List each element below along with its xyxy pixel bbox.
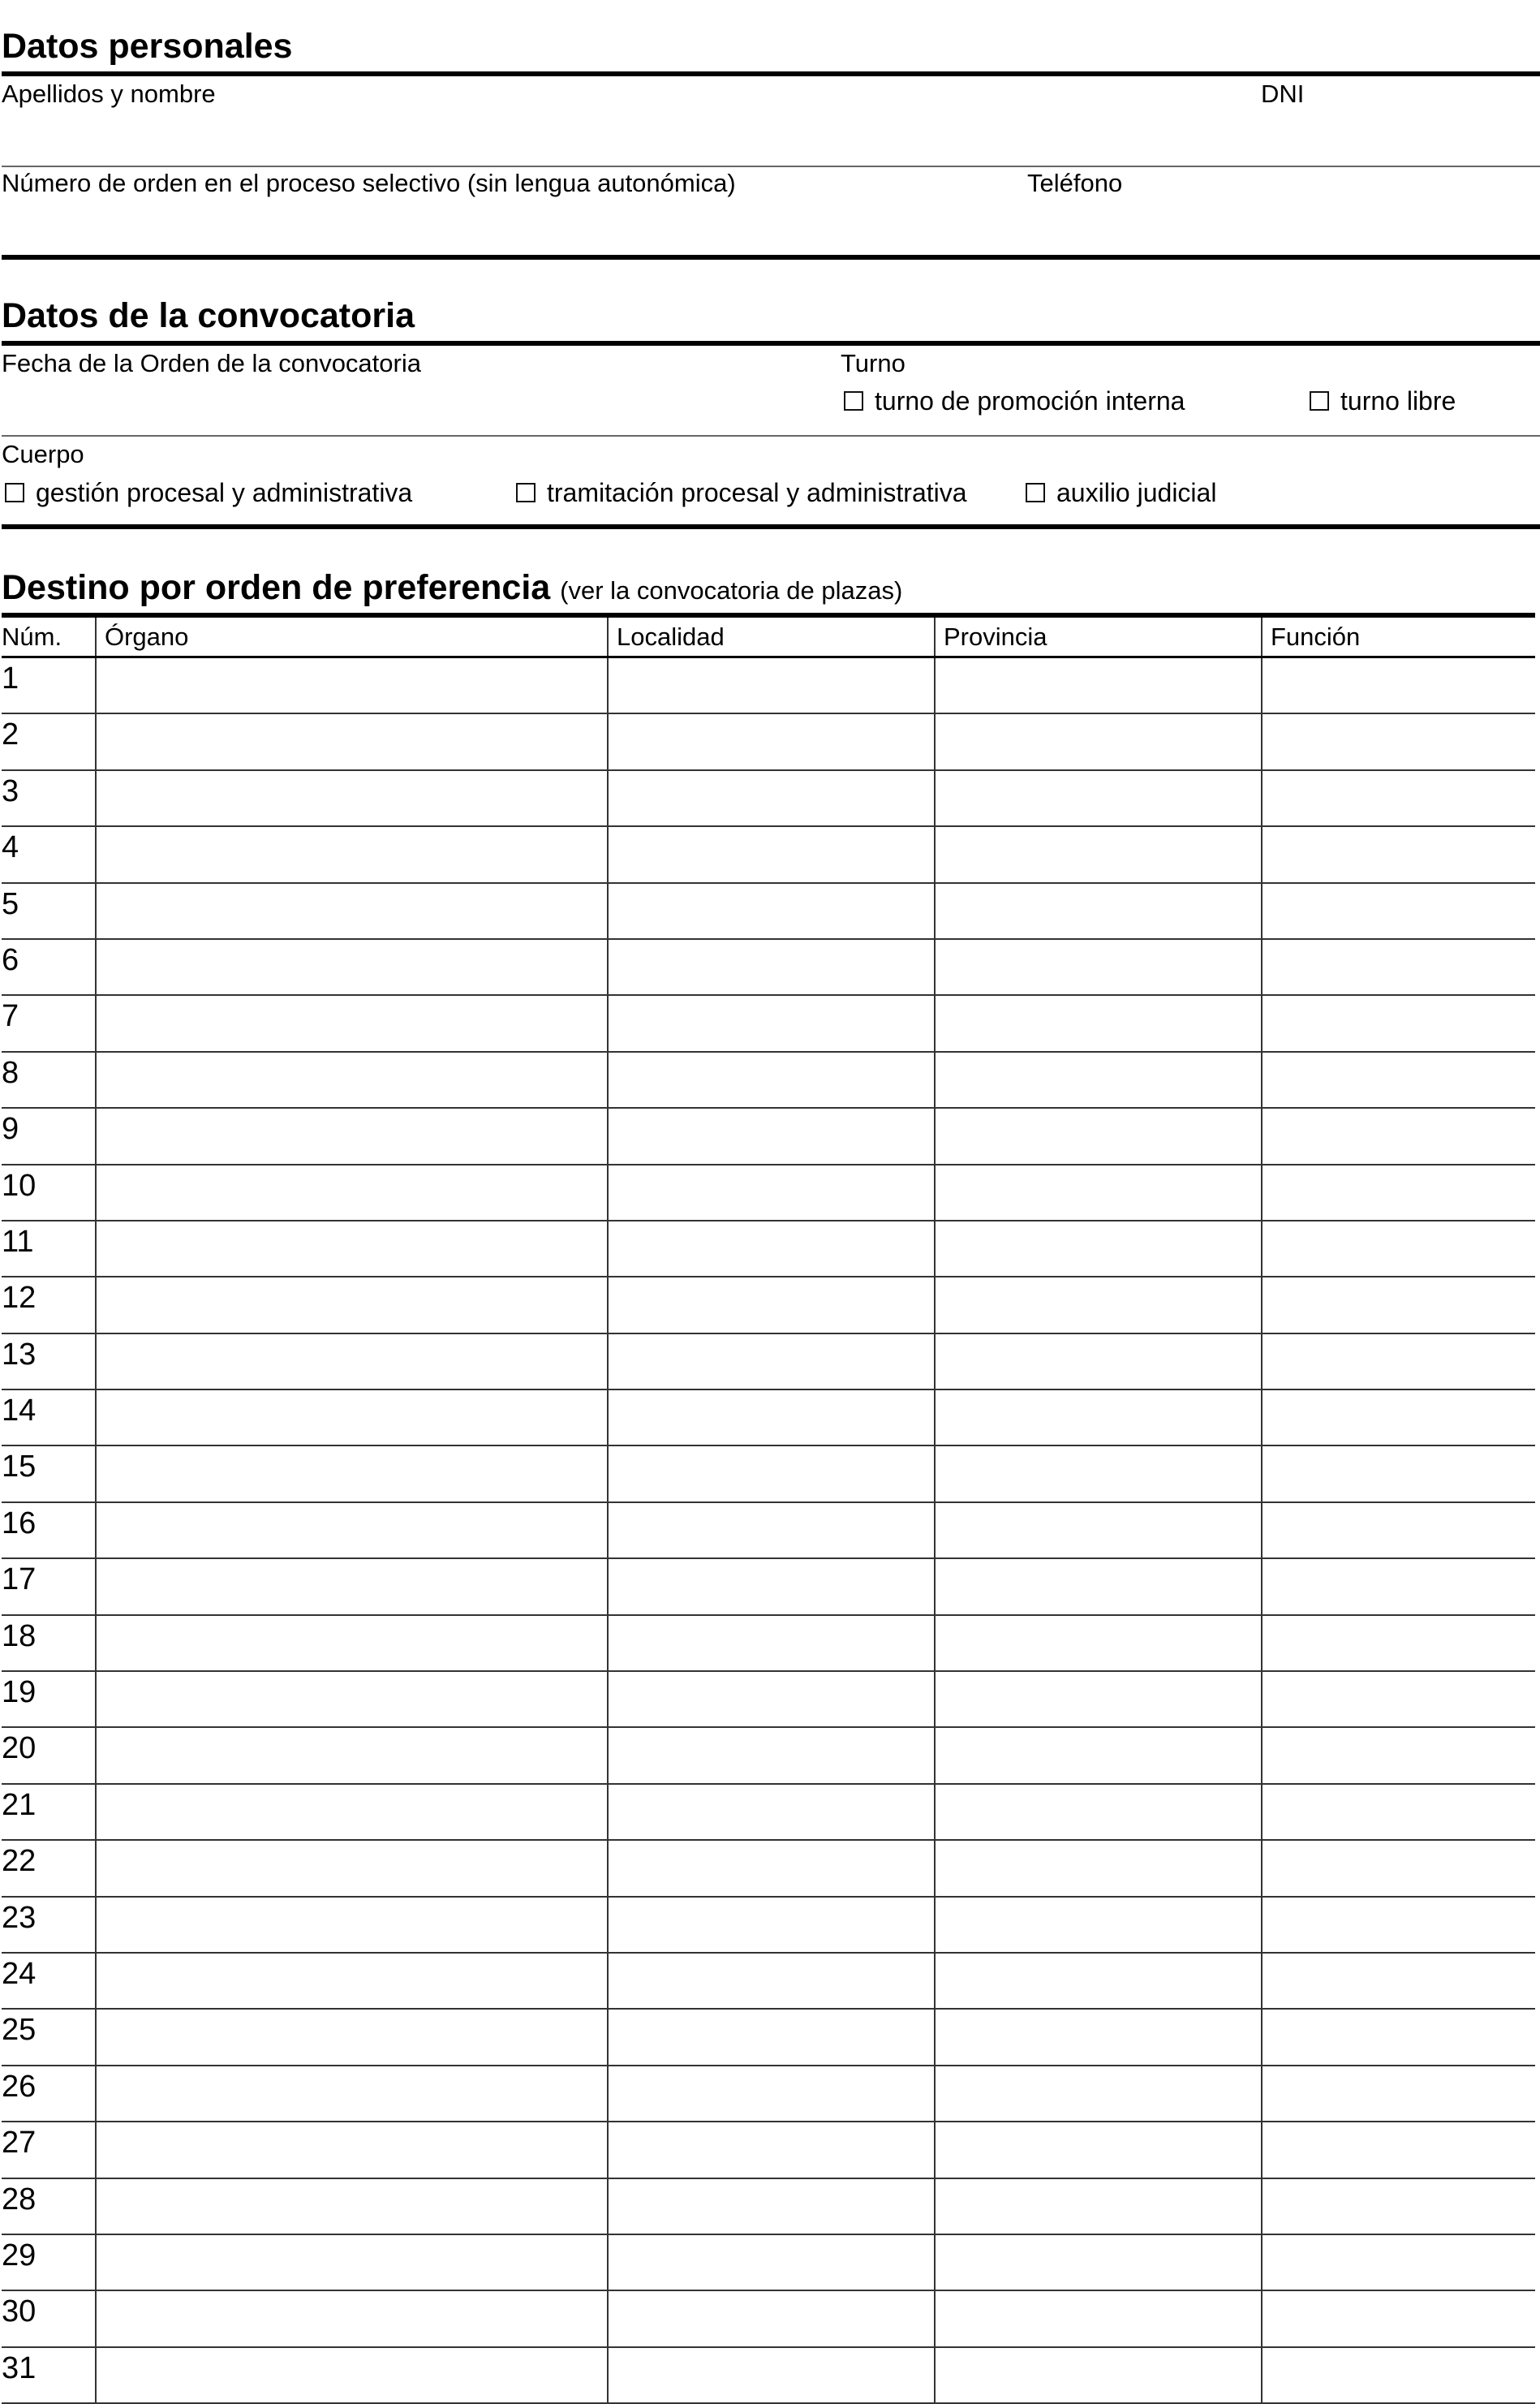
funcion-cell[interactable] xyxy=(1262,1165,1535,1221)
table-row xyxy=(2,995,1535,1051)
provincia-cell[interactable] xyxy=(935,2290,1262,2346)
organo-cell[interactable] xyxy=(96,1953,608,2009)
row-number: 18 xyxy=(2,1615,96,1671)
organo-cell[interactable] xyxy=(96,2122,608,2178)
provincia-cell[interactable] xyxy=(935,1727,1262,1783)
localidad-cell[interactable] xyxy=(608,2009,935,2065)
row-number: 23 xyxy=(2,1897,96,1953)
column-header-funcion: Función xyxy=(1262,615,1535,657)
row-number: 5 xyxy=(2,883,96,939)
provincia-cell[interactable] xyxy=(935,770,1262,826)
organo-cell[interactable] xyxy=(96,1445,608,1501)
provincia-cell[interactable] xyxy=(935,826,1262,882)
provincia-cell[interactable] xyxy=(935,1389,1262,1445)
organo-cell[interactable] xyxy=(96,1277,608,1333)
row-number: 8 xyxy=(2,1052,96,1108)
localidad-cell[interactable] xyxy=(608,1784,935,1840)
localidad-cell[interactable] xyxy=(608,1277,935,1333)
dni-field[interactable] xyxy=(1261,106,1537,164)
turno-label: Turno xyxy=(841,349,906,377)
table-row xyxy=(2,1615,1535,1671)
funcion-cell[interactable] xyxy=(1262,1052,1535,1108)
localidad-cell[interactable] xyxy=(608,1389,935,1445)
organo-cell[interactable] xyxy=(96,2234,608,2290)
organo-cell[interactable] xyxy=(96,1840,608,1896)
checkbox-cuerpo-auxilio[interactable] xyxy=(1026,483,1045,502)
provincia-cell[interactable] xyxy=(935,1333,1262,1389)
funcion-cell[interactable] xyxy=(1262,2347,1535,2403)
funcion-cell[interactable] xyxy=(1262,1389,1535,1445)
organo-cell[interactable] xyxy=(96,1784,608,1840)
provincia-cell[interactable] xyxy=(935,1221,1262,1277)
table-row xyxy=(2,1165,1535,1221)
turno-libre-label: turno libre xyxy=(1340,386,1456,416)
organo-cell[interactable] xyxy=(96,1108,608,1164)
funcion-cell[interactable] xyxy=(1262,1502,1535,1558)
localidad-cell[interactable] xyxy=(608,1165,935,1221)
localidad-cell[interactable] xyxy=(608,657,935,714)
localidad-cell[interactable] xyxy=(608,2122,935,2178)
table-row xyxy=(2,1897,1535,1953)
table-row xyxy=(2,770,1535,826)
table-row xyxy=(2,713,1535,769)
localidad-cell[interactable] xyxy=(608,826,935,882)
row-number: 1 xyxy=(2,657,96,714)
column-header-num: Núm. xyxy=(2,615,96,657)
funcion-cell[interactable] xyxy=(1262,2122,1535,2178)
organo-cell[interactable] xyxy=(96,770,608,826)
funcion-cell[interactable] xyxy=(1262,1277,1535,1333)
row-number: 3 xyxy=(2,770,96,826)
organo-cell[interactable] xyxy=(96,1052,608,1108)
organo-cell[interactable] xyxy=(96,1615,608,1671)
table-row xyxy=(2,939,1535,995)
table-row xyxy=(2,1558,1535,1614)
checkbox-cuerpo-gestion[interactable] xyxy=(5,483,24,502)
checkbox-turno-promocion-interna[interactable] xyxy=(844,391,863,411)
funcion-cell[interactable] xyxy=(1262,1221,1535,1277)
organo-cell[interactable] xyxy=(96,826,608,882)
funcion-cell[interactable] xyxy=(1262,1897,1535,1953)
funcion-cell[interactable] xyxy=(1262,2066,1535,2122)
destino-heading-text: Destino por orden de preferencia xyxy=(2,568,551,607)
section-rule xyxy=(2,524,1540,529)
organo-cell[interactable] xyxy=(96,995,608,1051)
row-number: 7 xyxy=(2,995,96,1051)
provincia-cell[interactable] xyxy=(935,2347,1262,2403)
organo-cell[interactable] xyxy=(96,2290,608,2346)
section-rule xyxy=(2,255,1540,260)
column-header-organo: Órgano xyxy=(96,615,608,657)
row-number: 24 xyxy=(2,1953,96,2009)
funcion-cell[interactable] xyxy=(1262,1784,1535,1840)
cuerpo-tramitacion-option[interactable] xyxy=(516,480,967,506)
table-row xyxy=(2,1727,1535,1783)
table-row xyxy=(2,1502,1535,1558)
organo-cell[interactable] xyxy=(96,883,608,939)
row-number: 9 xyxy=(2,1108,96,1164)
dni-label: DNI xyxy=(1261,80,1305,108)
localidad-cell[interactable] xyxy=(608,1897,935,1953)
localidad-cell[interactable] xyxy=(608,2178,935,2234)
organo-cell[interactable] xyxy=(96,1671,608,1727)
row-number: 27 xyxy=(2,2122,96,2178)
organo-cell[interactable] xyxy=(96,939,608,995)
apellidos-nombre-field[interactable] xyxy=(2,106,1251,164)
provincia-cell[interactable] xyxy=(935,1953,1262,2009)
row-number: 31 xyxy=(2,2347,96,2403)
localidad-cell[interactable] xyxy=(608,1727,935,1783)
provincia-cell[interactable] xyxy=(935,2122,1262,2178)
row-number: 17 xyxy=(2,1558,96,1614)
provincia-cell[interactable] xyxy=(935,1558,1262,1614)
table-row xyxy=(2,883,1535,939)
provincia-cell[interactable] xyxy=(935,1897,1262,1953)
table-row xyxy=(2,2066,1535,2122)
table-row xyxy=(2,1221,1535,1277)
row-number: 4 xyxy=(2,826,96,882)
funcion-cell[interactable] xyxy=(1262,2234,1535,2290)
row-number: 19 xyxy=(2,1671,96,1727)
organo-cell[interactable] xyxy=(96,1221,608,1277)
organo-cell[interactable] xyxy=(96,657,608,714)
field-divider xyxy=(2,435,1540,437)
funcion-cell[interactable] xyxy=(1262,2290,1535,2346)
localidad-cell[interactable] xyxy=(608,1615,935,1671)
table-row xyxy=(2,1389,1535,1445)
table-row xyxy=(2,1784,1535,1840)
turno-libre-option[interactable] xyxy=(1310,388,1456,414)
funcion-cell[interactable] xyxy=(1262,995,1535,1051)
row-number: 12 xyxy=(2,1277,96,1333)
table-row xyxy=(2,657,1535,714)
row-number: 10 xyxy=(2,1165,96,1221)
apellidos-nombre-label: Apellidos y nombre xyxy=(2,80,216,108)
destino-table xyxy=(2,613,1535,2404)
column-header-localidad: Localidad xyxy=(608,615,935,657)
row-number: 13 xyxy=(2,1333,96,1389)
section-rule xyxy=(2,341,1540,346)
cuerpo-gestion-label: gestión procesal y administrativa xyxy=(36,478,413,507)
cuerpo-tramitacion-label: tramitación procesal y administrativa xyxy=(547,478,967,507)
provincia-cell[interactable] xyxy=(935,1052,1262,1108)
provincia-cell[interactable] xyxy=(935,657,1262,714)
table-row xyxy=(2,826,1535,882)
table-row xyxy=(2,2009,1535,2065)
table-row xyxy=(2,1052,1535,1108)
funcion-cell[interactable] xyxy=(1262,939,1535,995)
funcion-cell[interactable] xyxy=(1262,1615,1535,1671)
checkbox-cuerpo-tramitacion[interactable] xyxy=(516,483,536,502)
cuerpo-auxilio-label: auxilio judicial xyxy=(1056,478,1217,507)
section-heading-datos-convocatoria: Datos de la convocatoria xyxy=(2,296,415,335)
table-header-row xyxy=(2,615,1535,657)
funcion-cell[interactable] xyxy=(1262,1333,1535,1389)
localidad-cell[interactable] xyxy=(608,1052,935,1108)
cuerpo-gestion-option[interactable] xyxy=(5,480,412,506)
organo-cell[interactable] xyxy=(96,2347,608,2403)
localidad-cell[interactable] xyxy=(608,2066,935,2122)
numero-orden-label: Número de orden en el proceso selectivo (sin lengua autonómica) xyxy=(2,169,736,197)
provincia-cell[interactable] xyxy=(935,1108,1262,1164)
localidad-cell[interactable] xyxy=(608,1108,935,1164)
destino-table-body xyxy=(2,657,1535,2404)
row-number: 15 xyxy=(2,1445,96,1501)
localidad-cell[interactable] xyxy=(608,939,935,995)
row-number: 21 xyxy=(2,1784,96,1840)
table-row xyxy=(2,2234,1535,2290)
funcion-cell[interactable] xyxy=(1262,657,1535,714)
funcion-cell[interactable] xyxy=(1262,883,1535,939)
row-number: 29 xyxy=(2,2234,96,2290)
organo-cell[interactable] xyxy=(96,1727,608,1783)
table-row xyxy=(2,1953,1535,2009)
row-number: 2 xyxy=(2,713,96,769)
table-row xyxy=(2,1671,1535,1727)
localidad-cell[interactable] xyxy=(608,1953,935,2009)
organo-cell[interactable] xyxy=(96,1333,608,1389)
organo-cell[interactable] xyxy=(96,1165,608,1221)
table-row xyxy=(2,1445,1535,1501)
table-row xyxy=(2,2290,1535,2346)
row-number: 6 xyxy=(2,939,96,995)
row-number: 22 xyxy=(2,1840,96,1896)
organo-cell[interactable] xyxy=(96,713,608,769)
funcion-cell[interactable] xyxy=(1262,2009,1535,2065)
funcion-cell[interactable] xyxy=(1262,826,1535,882)
provincia-cell[interactable] xyxy=(935,2234,1262,2290)
field-divider xyxy=(2,166,1540,167)
funcion-cell[interactable] xyxy=(1262,713,1535,769)
table-row xyxy=(2,1277,1535,1333)
localidad-cell[interactable] xyxy=(608,1445,935,1501)
table-row xyxy=(2,1333,1535,1389)
row-number: 14 xyxy=(2,1389,96,1445)
organo-cell[interactable] xyxy=(96,2009,608,2065)
localidad-cell[interactable] xyxy=(608,1221,935,1277)
organo-cell[interactable] xyxy=(96,1389,608,1445)
provincia-cell[interactable] xyxy=(935,995,1262,1051)
localidad-cell[interactable] xyxy=(608,713,935,769)
provincia-cell[interactable] xyxy=(935,1165,1262,1221)
section-rule xyxy=(2,71,1540,76)
localidad-cell[interactable] xyxy=(608,1840,935,1896)
organo-cell[interactable] xyxy=(96,2178,608,2234)
row-number: 30 xyxy=(2,2290,96,2346)
localidad-cell[interactable] xyxy=(608,1558,935,1614)
provincia-cell[interactable] xyxy=(935,2178,1262,2234)
provincia-cell[interactable] xyxy=(935,1840,1262,1896)
provincia-cell[interactable] xyxy=(935,939,1262,995)
provincia-cell[interactable] xyxy=(935,1502,1262,1558)
cuerpo-auxilio-option[interactable] xyxy=(1026,480,1216,506)
row-number: 16 xyxy=(2,1502,96,1558)
section-heading-datos-personales: Datos personales xyxy=(2,27,293,66)
localidad-cell[interactable] xyxy=(608,1502,935,1558)
localidad-cell[interactable] xyxy=(608,2347,935,2403)
column-header-provincia: Provincia xyxy=(935,615,1262,657)
table-row xyxy=(2,2122,1535,2178)
provincia-cell[interactable] xyxy=(935,1445,1262,1501)
funcion-cell[interactable] xyxy=(1262,1840,1535,1896)
organo-cell[interactable] xyxy=(96,1558,608,1614)
table-row xyxy=(2,1108,1535,1164)
fecha-orden-field[interactable] xyxy=(2,375,829,432)
cuerpo-label: Cuerpo xyxy=(2,440,84,468)
table-row xyxy=(2,2178,1535,2234)
localidad-cell[interactable] xyxy=(608,770,935,826)
provincia-cell[interactable] xyxy=(935,883,1262,939)
provincia-cell[interactable] xyxy=(935,2009,1262,2065)
localidad-cell[interactable] xyxy=(608,1333,935,1389)
checkbox-turno-libre[interactable] xyxy=(1310,391,1329,411)
funcion-cell[interactable] xyxy=(1262,1558,1535,1614)
turno-promocion-interna-label: turno de promoción interna xyxy=(875,386,1185,416)
localidad-cell[interactable] xyxy=(608,2290,935,2346)
funcion-cell[interactable] xyxy=(1262,2178,1535,2234)
funcion-cell[interactable] xyxy=(1262,1727,1535,1783)
localidad-cell[interactable] xyxy=(608,883,935,939)
table-row xyxy=(2,1840,1535,1896)
organo-cell[interactable] xyxy=(96,1897,608,1953)
funcion-cell[interactable] xyxy=(1262,1108,1535,1164)
section-heading-destino xyxy=(2,568,903,607)
funcion-cell[interactable] xyxy=(1262,1671,1535,1727)
provincia-cell[interactable] xyxy=(935,1277,1262,1333)
row-number: 26 xyxy=(2,2066,96,2122)
localidad-cell[interactable] xyxy=(608,2234,935,2290)
row-number: 28 xyxy=(2,2178,96,2234)
row-number: 20 xyxy=(2,1727,96,1783)
funcion-cell[interactable] xyxy=(1262,1445,1535,1501)
fecha-orden-label: Fecha de la Orden de la convocatoria xyxy=(2,349,421,377)
numero-orden-field[interactable] xyxy=(2,196,1016,253)
funcion-cell[interactable] xyxy=(1262,770,1535,826)
organo-cell[interactable] xyxy=(96,2066,608,2122)
row-number: 11 xyxy=(2,1221,96,1277)
provincia-cell[interactable] xyxy=(935,713,1262,769)
destino-note: (ver la convocatoria de plazas) xyxy=(560,576,903,605)
telefono-label: Teléfono xyxy=(1027,169,1123,197)
organo-cell[interactable] xyxy=(96,1502,608,1558)
table-row xyxy=(2,2347,1535,2403)
localidad-cell[interactable] xyxy=(608,1671,935,1727)
funcion-cell[interactable] xyxy=(1262,1953,1535,2009)
provincia-cell[interactable] xyxy=(935,1671,1262,1727)
provincia-cell[interactable] xyxy=(935,1784,1262,1840)
row-number: 25 xyxy=(2,2009,96,2065)
turno-promocion-interna-option[interactable] xyxy=(844,388,1185,414)
localidad-cell[interactable] xyxy=(608,995,935,1051)
provincia-cell[interactable] xyxy=(935,1615,1262,1671)
telefono-field[interactable] xyxy=(1027,196,1537,253)
provincia-cell[interactable] xyxy=(935,2066,1262,2122)
